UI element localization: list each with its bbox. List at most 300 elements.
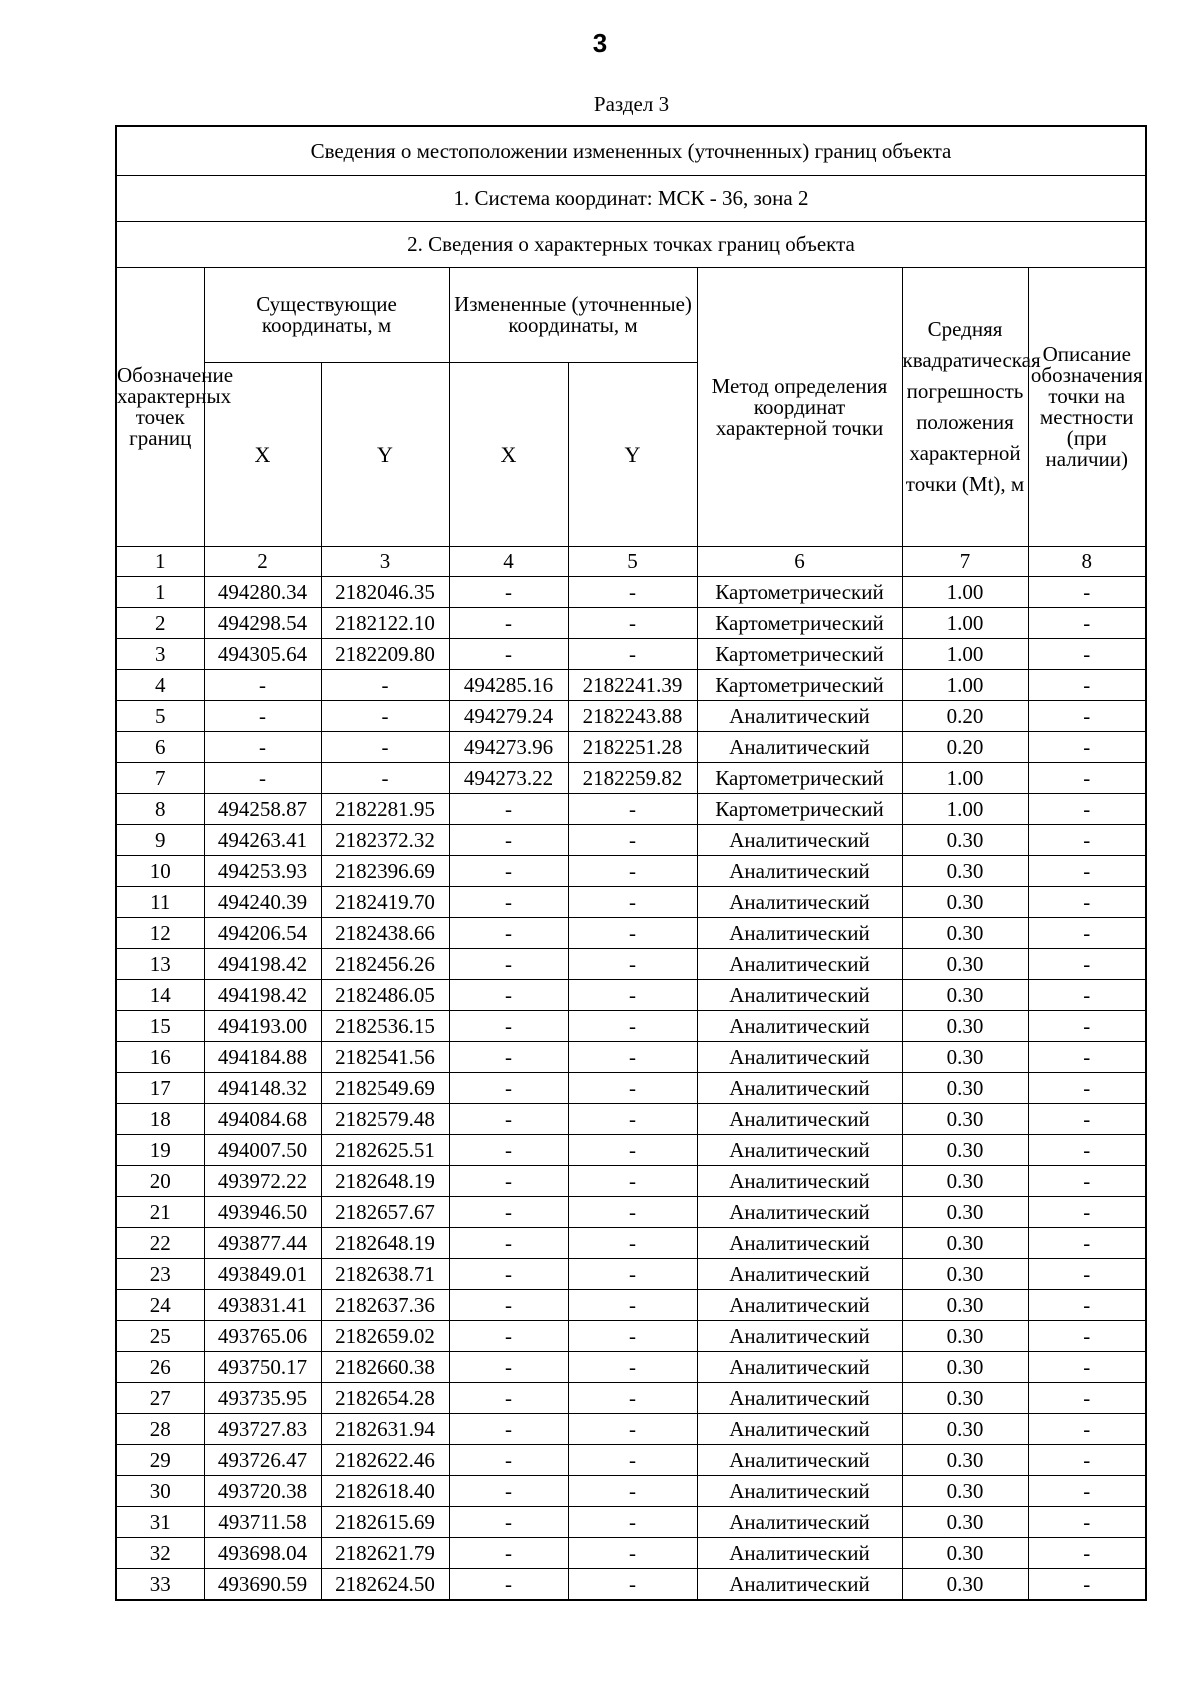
table-row: [116, 825, 1146, 856]
method-cell: Аналитический: [697, 980, 902, 1011]
existing-y-cell: 2182631.94: [321, 1414, 449, 1445]
point-number-cell: 14: [116, 980, 204, 1011]
changed-x-cell: -: [449, 1228, 568, 1259]
changed-x-cell: -: [449, 1197, 568, 1228]
existing-x-cell: 493831.41: [204, 1290, 321, 1321]
description-cell: -: [1028, 1166, 1146, 1197]
existing-y-cell: 2182660.38: [321, 1352, 449, 1383]
existing-y-cell: 2182122.10: [321, 608, 449, 639]
table-row: [116, 1321, 1146, 1352]
mt-cell: 0.30: [902, 1445, 1028, 1476]
description-cell: -: [1028, 1290, 1146, 1321]
changed-x-cell: -: [449, 918, 568, 949]
existing-x-cell: 493735.95: [204, 1383, 321, 1414]
point-number-cell: 31: [116, 1507, 204, 1538]
existing-y-cell: 2182654.28: [321, 1383, 449, 1414]
point-number-cell: 26: [116, 1352, 204, 1383]
table-row: [116, 1197, 1146, 1228]
existing-x-cell: 494263.41: [204, 825, 321, 856]
table-row: [116, 1445, 1146, 1476]
changed-x-cell: -: [449, 980, 568, 1011]
method-cell: Аналитический: [697, 825, 902, 856]
description-cell: -: [1028, 825, 1146, 856]
existing-x-cell: 494305.64: [204, 639, 321, 670]
changed-y-cell: -: [568, 1290, 697, 1321]
changed-x-cell: -: [449, 1383, 568, 1414]
existing-x-cell: 494253.93: [204, 856, 321, 887]
table-row: [116, 639, 1146, 670]
point-number-cell: 17: [116, 1073, 204, 1104]
existing-x-cell: 494298.54: [204, 608, 321, 639]
method-cell: Аналитический: [697, 1321, 902, 1352]
description-cell: -: [1028, 1197, 1146, 1228]
changed-y-cell: 2182259.82: [568, 763, 697, 794]
point-number-cell: 8: [116, 794, 204, 825]
description-cell: -: [1028, 1011, 1146, 1042]
changed-y-cell: -: [568, 949, 697, 980]
table-row: [116, 1414, 1146, 1445]
changed-x-cell: -: [449, 1104, 568, 1135]
existing-y-cell: 2182209.80: [321, 639, 449, 670]
existing-y-cell: 2182281.95: [321, 794, 449, 825]
point-number-cell: 2: [116, 608, 204, 639]
method-cell: Аналитический: [697, 1197, 902, 1228]
changed-y-cell: -: [568, 1476, 697, 1507]
point-number-cell: 32: [116, 1538, 204, 1569]
mt-cell: 0.30: [902, 1135, 1028, 1166]
method-cell: Аналитический: [697, 1476, 902, 1507]
point-number-cell: 16: [116, 1042, 204, 1073]
existing-y-cell: 2182372.32: [321, 825, 449, 856]
column-number: 3: [321, 547, 449, 577]
point-number-cell: 21: [116, 1197, 204, 1228]
point-number-cell: 28: [116, 1414, 204, 1445]
description-cell: -: [1028, 1135, 1146, 1166]
description-cell: -: [1028, 1228, 1146, 1259]
existing-x-cell: 494206.54: [204, 918, 321, 949]
mt-cell: 0.30: [902, 856, 1028, 887]
changed-x-cell: -: [449, 1073, 568, 1104]
existing-y-cell: 2182618.40: [321, 1476, 449, 1507]
mt-cell: 0.30: [902, 1166, 1028, 1197]
existing-y-cell: -: [321, 701, 449, 732]
table-title: Сведения о местоположении измененных (уточненных) границ объекта: [116, 126, 1146, 176]
table-row: [116, 1166, 1146, 1197]
method-cell: Аналитический: [697, 1290, 902, 1321]
existing-x-cell: 493972.22: [204, 1166, 321, 1197]
point-number-cell: 10: [116, 856, 204, 887]
method-cell: Аналитический: [697, 732, 902, 763]
existing-y-cell: 2182615.69: [321, 1507, 449, 1538]
existing-x-cell: 494198.42: [204, 949, 321, 980]
changed-x-cell: 494285.16: [449, 670, 568, 701]
changed-y-cell: -: [568, 1073, 697, 1104]
changed-x-cell: -: [449, 1011, 568, 1042]
existing-y-cell: 2182621.79: [321, 1538, 449, 1569]
description-cell: -: [1028, 701, 1146, 732]
point-number-cell: 30: [116, 1476, 204, 1507]
point-number-cell: 27: [116, 1383, 204, 1414]
changed-x-cell: 494273.22: [449, 763, 568, 794]
header-point-designation: Обозначение характерных точек границ: [116, 268, 204, 547]
description-cell: -: [1028, 887, 1146, 918]
description-cell: -: [1028, 1538, 1146, 1569]
table-row: [116, 1507, 1146, 1538]
description-cell: -: [1028, 1476, 1146, 1507]
existing-x-cell: 493849.01: [204, 1259, 321, 1290]
changed-x-cell: -: [449, 608, 568, 639]
changed-y-cell: -: [568, 1197, 697, 1228]
description-cell: -: [1028, 1414, 1146, 1445]
method-cell: Аналитический: [697, 1011, 902, 1042]
table-row: [116, 980, 1146, 1011]
changed-x-cell: 494273.96: [449, 732, 568, 763]
section-title: Раздел 3: [593, 92, 670, 116]
method-cell: Аналитический: [697, 1166, 902, 1197]
existing-x-cell: -: [204, 732, 321, 763]
existing-x-cell: 493727.83: [204, 1414, 321, 1445]
changed-x-cell: -: [449, 1135, 568, 1166]
mt-cell: 0.30: [902, 1011, 1028, 1042]
table-row: [116, 949, 1146, 980]
point-number-cell: 6: [116, 732, 204, 763]
changed-y-cell: 2182251.28: [568, 732, 697, 763]
description-cell: -: [1028, 949, 1146, 980]
mt-cell: 0.30: [902, 1042, 1028, 1073]
existing-y-cell: 2182624.50: [321, 1569, 449, 1601]
table-row: [116, 1073, 1146, 1104]
changed-x-cell: -: [449, 1414, 568, 1445]
existing-x-cell: 493690.59: [204, 1569, 321, 1601]
boundary-points-table: [115, 125, 1147, 1601]
changed-x-cell: -: [449, 825, 568, 856]
existing-y-cell: 2182438.66: [321, 918, 449, 949]
table-row: [116, 763, 1146, 794]
header-changed-coordinates: Измененные (уточненные) координаты, м: [449, 268, 697, 363]
existing-y-cell: 2182396.69: [321, 856, 449, 887]
table-row: [116, 608, 1146, 639]
mt-cell: 0.20: [902, 701, 1028, 732]
method-cell: Аналитический: [697, 1135, 902, 1166]
point-number-cell: 5: [116, 701, 204, 732]
description-cell: -: [1028, 1073, 1146, 1104]
method-cell: Аналитический: [697, 1507, 902, 1538]
changed-x-cell: -: [449, 1166, 568, 1197]
method-cell: Аналитический: [697, 1569, 902, 1601]
changed-x-cell: -: [449, 1476, 568, 1507]
table-row: [116, 1569, 1146, 1601]
existing-x-cell: 494007.50: [204, 1135, 321, 1166]
mt-cell: 0.30: [902, 1476, 1028, 1507]
changed-y-cell: -: [568, 1321, 697, 1352]
existing-x-cell: -: [204, 670, 321, 701]
mt-cell: 0.30: [902, 1383, 1028, 1414]
mt-cell: 0.30: [902, 1197, 1028, 1228]
description-cell: -: [1028, 856, 1146, 887]
mt-cell: 0.30: [902, 1259, 1028, 1290]
mt-cell: 0.30: [902, 1073, 1028, 1104]
method-cell: Аналитический: [697, 918, 902, 949]
column-number: 2: [204, 547, 321, 577]
mt-cell: 1.00: [902, 794, 1028, 825]
changed-y-cell: -: [568, 1538, 697, 1569]
header-method: Метод определения координат характерной точки: [697, 268, 902, 547]
changed-y-cell: -: [568, 918, 697, 949]
existing-y-cell: 2182046.35: [321, 577, 449, 608]
method-cell: Картометрический: [697, 639, 902, 670]
changed-x-cell: -: [449, 1042, 568, 1073]
existing-y-cell: 2182625.51: [321, 1135, 449, 1166]
existing-y-cell: 2182657.67: [321, 1197, 449, 1228]
changed-y-cell: -: [568, 608, 697, 639]
changed-y-cell: -: [568, 1104, 697, 1135]
table-row: [116, 577, 1146, 608]
existing-x-cell: 493750.17: [204, 1352, 321, 1383]
changed-x-cell: -: [449, 1445, 568, 1476]
description-cell: -: [1028, 639, 1146, 670]
point-number-cell: 11: [116, 887, 204, 918]
table-row: [116, 1383, 1146, 1414]
existing-x-cell: 494198.42: [204, 980, 321, 1011]
method-cell: Картометрический: [697, 577, 902, 608]
method-cell: Аналитический: [697, 1414, 902, 1445]
existing-x-cell: 494184.88: [204, 1042, 321, 1073]
mt-cell: 0.20: [902, 732, 1028, 763]
changed-x-cell: -: [449, 1259, 568, 1290]
table-row: [116, 1352, 1146, 1383]
point-number-cell: 7: [116, 763, 204, 794]
description-cell: -: [1028, 1507, 1146, 1538]
changed-y-cell: -: [568, 825, 697, 856]
mt-cell: 0.30: [902, 1104, 1028, 1135]
existing-y-cell: 2182456.26: [321, 949, 449, 980]
mt-cell: 0.30: [902, 918, 1028, 949]
point-number-cell: 33: [116, 1569, 204, 1601]
mt-cell: 0.30: [902, 980, 1028, 1011]
header-description: Описание обозначения точки на местности (при наличии): [1028, 268, 1146, 547]
mt-cell: 0.30: [902, 1290, 1028, 1321]
changed-y-cell: -: [568, 1352, 697, 1383]
column-number: 1: [116, 547, 204, 577]
existing-y-cell: 2182648.19: [321, 1228, 449, 1259]
column-number: 8: [1028, 547, 1146, 577]
header-mt-error: Средняя квадратическая погрешность положения характерной точки (Mt), м: [902, 268, 1028, 547]
table-row: [116, 1104, 1146, 1135]
method-cell: Аналитический: [697, 1259, 902, 1290]
mt-cell: 1.00: [902, 577, 1028, 608]
description-cell: -: [1028, 1321, 1146, 1352]
method-cell: Аналитический: [697, 1538, 902, 1569]
method-cell: Аналитический: [697, 1042, 902, 1073]
point-number-cell: 24: [116, 1290, 204, 1321]
changed-y-cell: -: [568, 856, 697, 887]
existing-x-cell: 493711.58: [204, 1507, 321, 1538]
column-number-row: [116, 547, 1146, 577]
mt-cell: 1.00: [902, 670, 1028, 701]
header-existing-coordinates: Существующие координаты, м: [204, 268, 449, 363]
mt-cell: 0.30: [902, 1414, 1028, 1445]
point-number-cell: 20: [116, 1166, 204, 1197]
existing-y-cell: 2182579.48: [321, 1104, 449, 1135]
mt-cell: 0.30: [902, 1352, 1028, 1383]
existing-y-cell: -: [321, 732, 449, 763]
changed-y-cell: -: [568, 1414, 697, 1445]
changed-y-cell: -: [568, 577, 697, 608]
mt-cell: 1.00: [902, 608, 1028, 639]
point-number-cell: 18: [116, 1104, 204, 1135]
table-row: [116, 918, 1146, 949]
changed-x-cell: -: [449, 577, 568, 608]
header-existing-x: X: [204, 363, 321, 547]
table-row: [116, 732, 1146, 763]
table-row: [116, 1135, 1146, 1166]
mt-cell: 0.30: [902, 887, 1028, 918]
existing-x-cell: -: [204, 701, 321, 732]
column-number: 4: [449, 547, 568, 577]
method-cell: Аналитический: [697, 856, 902, 887]
existing-x-cell: 494148.32: [204, 1073, 321, 1104]
changed-x-cell: -: [449, 1569, 568, 1601]
description-cell: -: [1028, 1383, 1146, 1414]
method-cell: Аналитический: [697, 1383, 902, 1414]
table-row: [116, 1259, 1146, 1290]
changed-y-cell: -: [568, 794, 697, 825]
changed-y-cell: -: [568, 1259, 697, 1290]
column-number: 6: [697, 547, 902, 577]
page-number: 3: [592, 28, 608, 58]
existing-x-cell: -: [204, 763, 321, 794]
changed-y-cell: -: [568, 1383, 697, 1414]
method-cell: Аналитический: [697, 887, 902, 918]
table-row: [116, 794, 1146, 825]
point-number-cell: 9: [116, 825, 204, 856]
existing-y-cell: 2182541.56: [321, 1042, 449, 1073]
existing-x-cell: 494280.34: [204, 577, 321, 608]
point-number-cell: 12: [116, 918, 204, 949]
changed-y-cell: -: [568, 1507, 697, 1538]
mt-cell: 1.00: [902, 639, 1028, 670]
changed-y-cell: -: [568, 1569, 697, 1601]
column-number: 5: [568, 547, 697, 577]
mt-cell: 0.30: [902, 1321, 1028, 1352]
table-row: [116, 670, 1146, 701]
method-cell: Аналитический: [697, 1352, 902, 1383]
method-cell: Картометрический: [697, 794, 902, 825]
changed-x-cell: -: [449, 794, 568, 825]
method-cell: Картометрический: [697, 608, 902, 639]
table-row: [116, 856, 1146, 887]
table-row: [116, 1476, 1146, 1507]
header-changed-y: Y: [568, 363, 697, 547]
mt-cell: 0.30: [902, 949, 1028, 980]
column-number: 7: [902, 547, 1028, 577]
coordinate-system: 1. Система координат: МСК - 36, зона 2: [116, 176, 1146, 222]
method-cell: Картометрический: [697, 670, 902, 701]
description-cell: -: [1028, 1445, 1146, 1476]
existing-x-cell: 493877.44: [204, 1228, 321, 1259]
mt-cell: 1.00: [902, 763, 1028, 794]
existing-x-cell: 494240.39: [204, 887, 321, 918]
point-number-cell: 1: [116, 577, 204, 608]
changed-x-cell: -: [449, 949, 568, 980]
description-cell: -: [1028, 1352, 1146, 1383]
changed-y-cell: 2182241.39: [568, 670, 697, 701]
changed-x-cell: -: [449, 1538, 568, 1569]
table-row: [116, 1042, 1146, 1073]
changed-y-cell: -: [568, 1011, 697, 1042]
existing-y-cell: 2182486.05: [321, 980, 449, 1011]
point-number-cell: 23: [116, 1259, 204, 1290]
changed-y-cell: -: [568, 887, 697, 918]
point-number-cell: 19: [116, 1135, 204, 1166]
method-cell: Аналитический: [697, 949, 902, 980]
existing-y-cell: 2182638.71: [321, 1259, 449, 1290]
description-cell: -: [1028, 794, 1146, 825]
existing-y-cell: -: [321, 763, 449, 794]
description-cell: -: [1028, 608, 1146, 639]
changed-x-cell: 494279.24: [449, 701, 568, 732]
method-cell: Аналитический: [697, 1073, 902, 1104]
point-number-cell: 4: [116, 670, 204, 701]
existing-x-cell: 493720.38: [204, 1476, 321, 1507]
existing-y-cell: 2182637.36: [321, 1290, 449, 1321]
points-info-heading: 2. Сведения о характерных точках границ объекта: [116, 222, 1146, 268]
table-row: [116, 887, 1146, 918]
changed-y-cell: -: [568, 980, 697, 1011]
mt-cell: 0.30: [902, 1569, 1028, 1601]
changed-x-cell: -: [449, 1352, 568, 1383]
existing-y-cell: 2182622.46: [321, 1445, 449, 1476]
point-number-cell: 13: [116, 949, 204, 980]
existing-y-cell: 2182659.02: [321, 1321, 449, 1352]
changed-y-cell: 2182243.88: [568, 701, 697, 732]
changed-x-cell: -: [449, 639, 568, 670]
changed-x-cell: -: [449, 1507, 568, 1538]
changed-y-cell: -: [568, 1445, 697, 1476]
existing-y-cell: 2182419.70: [321, 887, 449, 918]
changed-y-cell: -: [568, 639, 697, 670]
point-number-cell: 29: [116, 1445, 204, 1476]
changed-y-cell: -: [568, 1042, 697, 1073]
method-cell: Аналитический: [697, 1228, 902, 1259]
description-cell: -: [1028, 577, 1146, 608]
existing-x-cell: 494193.00: [204, 1011, 321, 1042]
mt-cell: 0.30: [902, 1507, 1028, 1538]
existing-x-cell: 493726.47: [204, 1445, 321, 1476]
mt-cell: 0.30: [902, 825, 1028, 856]
method-cell: Картометрический: [697, 763, 902, 794]
existing-y-cell: 2182536.15: [321, 1011, 449, 1042]
description-cell: -: [1028, 1104, 1146, 1135]
point-number-cell: 25: [116, 1321, 204, 1352]
description-cell: -: [1028, 980, 1146, 1011]
existing-x-cell: 493698.04: [204, 1538, 321, 1569]
existing-x-cell: 493946.50: [204, 1197, 321, 1228]
point-number-cell: 3: [116, 639, 204, 670]
changed-x-cell: -: [449, 1321, 568, 1352]
description-cell: -: [1028, 1569, 1146, 1601]
changed-y-cell: -: [568, 1166, 697, 1197]
existing-x-cell: 493765.06: [204, 1321, 321, 1352]
description-cell: -: [1028, 918, 1146, 949]
table-row: [116, 1228, 1146, 1259]
table-row: [116, 1538, 1146, 1569]
changed-y-cell: -: [568, 1135, 697, 1166]
changed-x-cell: -: [449, 856, 568, 887]
changed-y-cell: -: [568, 1228, 697, 1259]
method-cell: Аналитический: [697, 1104, 902, 1135]
description-cell: -: [1028, 1259, 1146, 1290]
